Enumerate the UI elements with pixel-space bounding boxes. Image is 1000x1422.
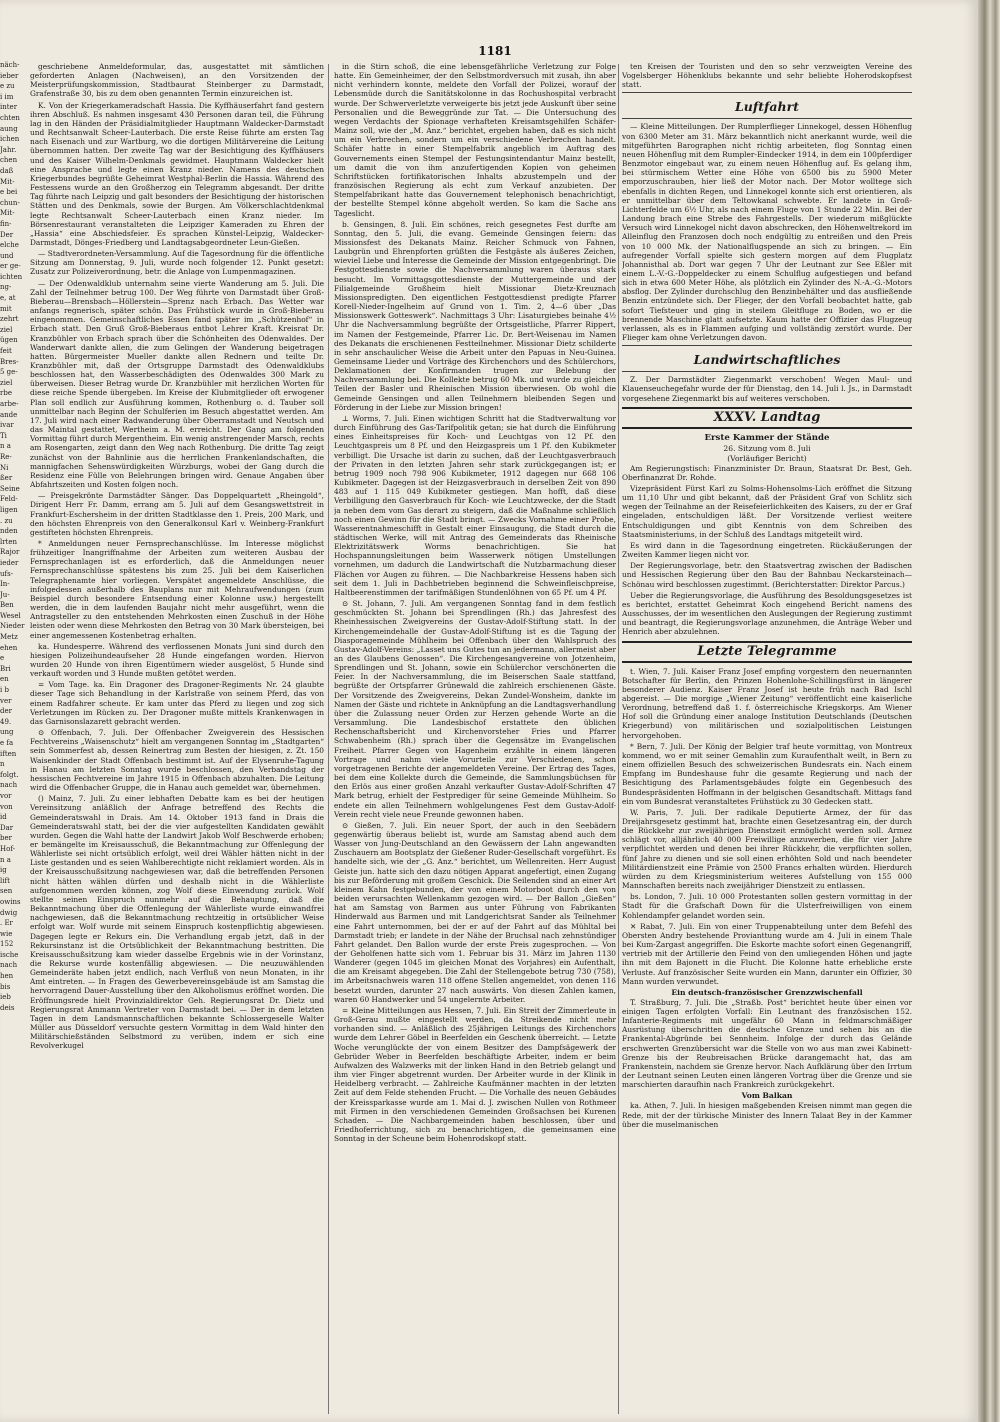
gutter-line: ziel	[0, 378, 13, 387]
article-paragraph: ka. Hundesperre. Während des verflossenen Monats Juni sind durch den hiesigen Polizeihundeaufseher 28 Hunde eingefangen worden. Hiervon wurden 20 Hunde von ihren Eigentümern wieder ausgelöst, 5 Hunde sind verkauft worden und 3 Hunde mußten getötet werden.	[30, 641, 324, 679]
gutter-line: lrten	[0, 537, 18, 546]
article-paragraph: bs. London, 7. Juli. 10 000 Protestanten sollen gestern vormittag in der Stadt für die Grafschaft Down für die Ulsterfreiwilligen von einem Kohlendampfer gelandet worden sein.	[622, 892, 912, 920]
gutter-line: aung	[0, 124, 18, 133]
article-paragraph: Der Regierungsvorlage, betr. den Staatsvertrag zwischen der Badischen und Hessischen Regierung über den Bau der Bahnbau Neckarsteinach—Schönau wird beschlossen zugestimmt. (Berichterstatter: Direktor Parcus.)	[622, 561, 912, 589]
gutter-line: arbe-	[0, 400, 19, 408]
article-paragraph: * Anmeldungen neuer Fernsprechanschlüsse. Im Interesse möglichst frühzeitiger Inangriffnahme der Arbeiten zum weiteren Ausbau der Fernsprechanlagen ist es erforderlich, daß die Anmeldungen neuer Fernsprechanschlüsse spätestens bis zum 25. Juli bei dem Kaiserlichen Telegraphenamte hier vorliegen. Verspätet angemeldete Anschlüsse, die infolgedessen außerhalb des Bauplans nur mit Mehraufwendungen (zum Beispiel durch besondere Entsendung einer Kolonne usw.) hergestellt werden, die in dem laufenden Baujahr nicht mehr ausgeführt, wenn die Antragsteller zu den entstehenden Mehrkosten einen Zuschuß in der Höhe leisten oder wenn diese Mehrkosten den Betrag von 30 Mark übersteigen, bei einer angemessenen Kostenbetrag erhalten.	[30, 538, 324, 640]
article-paragraph: Ueber die Regierungsvorlage, die Ausführung des Besoldungsgesetzes ist es berichtet, erstattet Geheimrat Koch eingehend Bericht namens des Ausschusses, der im wesentlichen den Auslegungen der Regierung zustimmt und beantragt, die Regierungsvorlage anzunehmen, die Anträge Weber und Henrich aber abzulehnen.	[622, 590, 912, 637]
article-paragraph: geschriebene Anmeldeformular, das, ausgestattet mit sämtlichen geforderten Anlagen (Nachweisen), an den Vorsitzenden der Meisterprüfungskommission, Stadtbaurat Steinberger zu Darmstadt, Grafenstraße 30, bis zu dem oben genannten Termin einzureichen ist.	[30, 62, 324, 99]
gutter-line: ng-	[0, 283, 12, 292]
grenz-title: Ein deutsch-französischer Grenzzwischenfall	[671, 987, 863, 997]
gutter-line: Bri	[0, 664, 11, 673]
gutter-line: lift	[0, 876, 10, 885]
column-divider	[328, 64, 329, 1414]
gutter-line: Rajor	[0, 548, 20, 557]
section-title-telegramme: Letzte Telegramme	[622, 641, 912, 663]
gutter-line: . zu	[0, 516, 13, 525]
gutter-line: ligen	[0, 505, 18, 514]
article-paragraph: Z. Der Darmstädter Ziegenmarkt verschoben! Wegen Maul- und Klauenseuchegefahr wurde der für Dienstag, den 14. Juli l. Js., in Darmstadt vorgesehene Ziegenmarkt bis auf weiteres verschoben.	[622, 375, 912, 403]
gutter-line: Bres-	[0, 357, 19, 366]
article-paragraph: Am Regierungstisch: Finanzminister Dr. Braun, Staatsrat Dr. Best, Geh. Oberfinanzrat Dr. Rohde.	[622, 463, 912, 482]
article-paragraph: — Der Odenwaldklub unternahm seine vierte Wanderung am 5. Juli. Die Zahl der Teilnehmer betrug 100. Der Weg führte von Darmstadt über Groß-Bieberau—Brensbach—Höllerstein—Sprenz nach Erbach. Das Wetter war anfangs regnerisch, später schön. Das Frühstück wurde in Groß-Bieberau eingenommen. Gemeinschaftliches Essen fand später im „Schützenhof“ in Erbach statt. Den Gruß Groß-Bieberaus entbot Lehrer Kraft. Kreisrat Dr. Kranzbühler von Erbach sprach über die Schönheiten des Odenwaldes. Der Wanderwart dankte allen, die zum Gelingen der Wanderung beigetragen hatten. Bürgermeister Mueller dankte allen Rednern und teilte Dr. Kranzbühler mit, daß der Ortsgruppe Darmstadt des Odenwaldklubs beschlossen hat, den Wasserbeschädigten des Odenwaldes 300 Mark zu überweisen. Dieser Betrag wurde Dr. Kranzbühler mit herzlichen Worten für diese reiche Spende übergeben. Im Kreise der Klubmitglieder oft erwogener Plan soll endlich zur Ausführung kommen, Rothenburg o. d. Tauber soll unmittelbar nach Beginn der Schulferien im Besuch abgestattet werden. Am 17. Juli wird nach einer Radwanderung über Oberramstadt und Neutsch und das Maintal gestattet, Wertheim a. M. erreicht. Der Gang am folgenden Vormittag führt durch Mergentheim. Ein wenig anstrengender Marsch, rechts am Rosengarten, zeigt dann den Weg nach Rothenburg. Die dritte Tag zeigt zunächst von der Bahnlinie aus die herrlichen Frankenlandschaften, die mannigfachen Sehenswürdigkeiten Würzburgs, wobei der Gang durch die Residenz eine Fülle von Belehrungen bringen wird. Genaue Angaben über Abfahrtszeiten und Kosten folgen noch.	[30, 278, 324, 490]
article-paragraph: * Bern, 7. Juli. Der König der Belgier traf heute vormittag, von Montreux kommend, wo er mit seiner Gemahlin zum Kuraufenthalt weilt, in Bern zu einem offiziellen Besuch des schweizerischen Bundesrats ein. Nach einem Empfang im Bundeshause fuhr die gesamte Regierung und nach der Besichtigung des Parlamentsgebäudes folgte ein Gegenbesuch des Bundespräsidenten Hoffmann in der belgischen Gesandtschaft. Mittags fand ein vom Bundesrat veranstaltetes Frühstück zu 30 Gedecken statt.	[622, 741, 912, 806]
column-divider	[618, 64, 619, 1414]
article-paragraph: Es wird dann in die Tagesordnung eingetreten. Rückäußerungen der Zweiten Kammer liegen nicht vor.	[622, 540, 912, 560]
gutter-line: ichten	[0, 272, 23, 281]
gutter-line: daß	[0, 166, 14, 175]
gutter-line: Mit-	[0, 177, 15, 186]
gutter-line: iften	[0, 749, 17, 758]
gutter-line: nach	[0, 961, 18, 970]
gutter-line: dwig	[0, 908, 18, 917]
gutter-line: hen	[0, 972, 14, 981]
article-paragraph: — Kleine Mitteilungen. Der Rumplerflieger Linnekogel, dessen Höhenflug von 6300 Meter am 31. März bekanntlich nicht anerkannt wurde, weil die mitgeführten Barographen nicht richtig arbeiteten, flog Sonntag einen neuen Höhenflug mit dem Rumpler-Eindecker 1914, in dem ein 100pferdiger Benzmotor eingebaut war, zu einem neuen Höhenflug auf. Es gelang ihm, bei stürmischem Wetter eine Höhe von 6500 bis zu 5900 Meter emporzuschrauben, hier ließ der Motor nach. Der Motor wolltege sich ebenfalls in dichten Regen, und Linnekogel konnte sich erst orientieren, als er unmittelbar über dem Teltowkanal schwebte. Er landete in Groß-Lichterfelde um 6½ Uhr, als nach einem Fluge von 1 Stunde 22 Min. Bei der Landung brach eine Strebe des Fahrgestells. Der wiederum mißglückte Versuch wird Linnekogel nicht davon abschrecken, den Höhenweltrekord im Alleinflug den Franzosen doch noch endgültig zu entreißen und den Preis von 10 000 Mk. der Nationalflugspende an sich zu bringen. — Ein aufregender Vorfall spielte sich gestern morgen auf dem Flugplatz Johannisthal ab. Dort war gegen 7 Uhr der Leutnant zur See Eßler mit einem L.-V.-G.-Doppeldecker zu einem Schulflug aufgestiegen und befand sich in etwa 600 Meter Höhe, als plötzlich ein Zylinder des N.-A.-G.-Motors absflog. Der Zylinder durchschlug den Benzinbehälter und das ausfließende Benzin entzündete sich. Der Flieger, der den Vorfall beobachtet hatte, gab sofort Tiefsteuer und ging in steilem Gleitfluge zu Boden, wo er die brennende Maschine glatt aufsetzte. Kaum hatte der Offizier das Flugzeug verlassen, als es in Flammen aufging und vollständig zerstört wurde. Der Flieger kam ohne Verletzungen davon.	[622, 122, 912, 343]
section-rule	[622, 345, 912, 346]
gutter-line: ande	[0, 410, 18, 419]
section-title-landtag: XXXV. Landtag	[622, 407, 912, 429]
gutter-line: id	[0, 813, 7, 822]
gutter-line: Mit-	[0, 209, 15, 218]
article-paragraph: ⊙ Offenbach, 7. Juli. Der Offenbacher Zweigverein des Hessischen Fechtvereins „Waisenschutz“ hielt am vergangenen Sonntag im „Stadtgarten“ sein Sommerfest ab, dessen Reinertrag zum Besten der hiesigen, z. Zt. 150 Waisenkinder der Stadt Offenbach bestimmt ist. Auf der Elysenruhe-Tagung in Hanau am letzten Sonntag wurde beschlossen, den Verbandstag der hessischen Fechtvereine im Jahre 1915 in Offenbach abzuhalten. Die Leitung wird die Offenbacher Gruppe, die in Hanau auch gemeldet war, übernehmen.	[30, 728, 324, 793]
gutter-line: Hof-	[0, 844, 16, 853]
gutter-line: 49.	[0, 717, 12, 726]
gutter-line: inter	[0, 103, 18, 112]
gutter-line: Jahr.	[0, 145, 17, 154]
gutter-line: Metz	[0, 633, 18, 642]
gutter-line: Feld-	[0, 495, 18, 504]
section-title-landwirtschaft: Landwirtschaftliches	[693, 352, 841, 368]
gutter-line: 5 ge-	[0, 368, 18, 377]
gutter-line: ivar	[0, 421, 14, 430]
gutter-line: e fa	[0, 739, 14, 747]
article-paragraph: ten Kreisen der Touristen und den so sehr verzweigten Vereine des Vogelsberger Höhenklubs bekannte und sehr beliebte Hoherodskopfsest statt.	[622, 62, 912, 90]
gutter-line: . Er	[0, 919, 13, 928]
article-paragraph: t. Wien, 7. Juli. Kaiser Franz Josef empfing vorgestern den neuernannten Botschafter für Berlin, den Prinzen Hohenlohe-Schillingsfürst in längerer besonderer Audienz. Kaiser Franz Josef ist heute früh nach Bad Ischl abgereist. — Die morgige „Wiener Zeitung“ veröffentlicht eine kaiserliche Verordnung, betreffend daß 1. f. österreichische Kriegskorps. Am Wiener Hof soll die Gründung einer analoge Institution Deutschlands (Deutschen Kriegerbund) von militärischen und sozialpolitischen Leistungen hervorgehoben.	[622, 666, 912, 740]
gutter-line: i b	[0, 686, 9, 695]
gutter-line: von	[0, 802, 13, 811]
column-2	[334, 62, 616, 1418]
gutter-line: n a	[0, 442, 11, 451]
landtag-session: 26. Sitzung vom 8. Juli	[723, 443, 811, 453]
gutter-line: ieder	[0, 558, 19, 567]
gutter-line: e, at	[0, 294, 16, 303]
gutter-line: chen	[0, 156, 18, 165]
gutter-line: e zu	[0, 82, 15, 91]
article-paragraph: ⊥ Worms, 7. Juli. Einen wichtigen Schritt hat die Stadtverwaltung vor durch Einführung des Gas-Tarifpolitik getan; sie hat durch die Einführung eines Einheitspreises für Koch- und Leuchtgas von 12 Pf. den Leuchtgaspreis um 8 Pf. und den Heizgaspreis um 1 Pf. den Kubikmeter verbilligt. Die Ursache ist darin zu suchen, daß der Leuchtgasverbrauch der Privaten in den letzten Jahren sehr stark zurückgegangen ist; er betrug 1909 noch 798 906 Kubikmeter, 1912 dagegen nur 668 106 Kubikmeter. Dagegen ist der Heizgasverbrauch in derselben Zeit von 890 483 auf 1 115 049 Kubikmeter gestiegen. Man hofft, daß diese Verbilligung den Gasverbrauch für Koch- wie Leuchtzwecke, der die Stadt ja neben dem vom Gas derart zu steigern, daß die Maßnahme schließlich noch einen Gewinn für die Stadt bringt. — Zwecks Vornahme einer Probe, Wasserentnahmeschifft in Gestalt einer Einsaugung, die Stadt durch die städtischen Werke, will mit Antrag des Gemeinderats das Rheinische Elektrizitätswerk Worms benachrichtigen. Sie hat Hochspannungsleitungen beim Wasserwerk nötigen Umstellungen vornehmen, um dadurch die Landwirtschaft die Nutzbarmachung dieser Flächen vor Augen zu führen. — Die Nachbarkreise Hessens haben sich seit dem 1. Juli in Dachbetrieben beginnend die Schweinfleischpreise, Haltbeerenstimmen der tarifmäßigen Stundenlöhnen von 65 Pf. um 4 Pf.	[334, 413, 616, 597]
article-paragraph: ⊙ Gießen, 7. Juli. Ein neuer Sport, der auch in den Seebädern gegenwärtig überaus beliebt ist, wurde am Samstag abend auch dem Wasser von Jung-Deutschland an den Gewässern der Lahn angewandten Zuschauern am Bootsplatz der Gießener Ruder-Gesellschaft vorgeführt. Es handelte sich, wie der „G. Anz.“ berichtet, um Wellenreiten. Herr August Geiste jun. hatte sich den dazu nötigen Apparat angefertigt, einen Zugang bis zur Beförderung mit großem Geschick. Die Seilenden sind an einer Art kleinem Kahn festgebunden, der von einem Motorboot durch den von beiden verursachten Wellenkamm gezogen wird. — Der Ballon „Gießen“ hat am Samstag von Barmen aus unter Führung von Fabrikanten Hinderwald aus Barmen und mit Landgerichtsrat Sander als Teilnehmer eine Fahrt unternommen, bei der er auf der Fahrt auf das Mühltal bei Darmstadt trieb; er landete in der Nähe der Bruchsal nach zehnstündiger Fahrt gelandet. Den Ballon wurde der erste Preis zugesprochen. — Von der Geholfenen hatte sich vom 1. Februar bis 31. März im Jahren 1130 Wanderer (gegen 1045 im gleichen Monat des Vorjahres) ein Aufenthalt, die am Kreisamt abgegeben. Die Zahl der Stellengebote betrug 730 (758), im Arbeitsnachweis waren 118 offene Stellen angemeldet, von denen 116 besetzt wurden, darunter 27 nach auswärts. Von diesen Zahlen kamen, waren 60 Handwerker und 54 ungelernte Arbeiter.	[334, 820, 616, 1004]
gutter-line: ieb	[0, 993, 11, 1002]
gutter-line: näch-	[0, 61, 20, 69]
gutter-line: wie	[0, 929, 13, 938]
gutter-line: n	[0, 760, 5, 769]
article-paragraph: W. Paris, 7. Juli. Der radikale Deputierte Armez, der für das Dreijahrsgesetz gestimmt hat, brachte einen Gesetzesantrag ein, der durch die Rückkehr zur zweijährigen Dienstzeit ermöglicht werden soll. Armez schlägt vor, alljährlich 40 000 Freiwillige anzuwerben, die für vier Jahre verpflichtet werden und denen bei ihrer Rückkehr, die verpflichten sollen, fünf Jahre zu dienen und sie soll einen erhöhten Sold und nach beendeter Militärdienstzeit eine Prämie von 2500 Francs erhalten würden. Hierdurch würden zu dem Kriegsministerium weiteres Aufstellung von 155 000 Mannschaften bereits nach zweijähriger Dienstzeit zu entlassen.	[622, 807, 912, 891]
gutter-line: und	[0, 251, 14, 260]
gutter-line: sen	[0, 887, 13, 896]
gutter-line: feit	[0, 347, 12, 356]
gutter-line: Nieder	[0, 622, 25, 631]
gutter-line: ber	[0, 834, 12, 843]
gutter-line: rbe	[0, 389, 12, 398]
gutter-line: Wesel	[0, 611, 21, 620]
article-paragraph: T. Straßburg, 7. Juli. Die „Straßb. Post“ berichtet heute über einen vor einigen Tagen erfolgten Vorfall: Ein Leutnant des französischen 152. Infanterie-Regiments mit ungefähr 60 Mann in feldmarschmäßiger Ausrüstung überschritten die deutsche Grenze und sehen bis an die Frankental-Abgründe bei Sennheim. Infolge der durch das Gelände erschwerten Grenzübersicht war die Stelle von wo aus man zwei Kabinett-Grenze bis der Reubreisachen Brücke darangemacht hat, das am Frankenstein, nachdem sie Grenze hervor. Nach Aufklärung über den Irrtum der Leutnant seinen Leuten einen längeren Vortrag über die Grenze und sie marschierten daraufhin nach Frankreich zurückgekehrt.	[622, 997, 912, 1090]
previous-page-gutter	[0, 60, 26, 1420]
gutter-line: nach	[0, 781, 18, 790]
gutter-line: Der	[0, 230, 14, 239]
gutter-line: ieber	[0, 71, 19, 80]
gutter-line: Ni	[0, 463, 9, 472]
gutter-line: chun-	[0, 198, 20, 207]
gutter-line: ung	[0, 728, 14, 737]
article-paragraph: — Stadtverordneten-Versammlung. Auf die Tagesordnung für die öffentliche Sitzung am Donnerstag, 9. Juli, wurde noch folgender 12. Punkt gesetzt: Zusatz zur Polizeiverordnung, betr. die Anlage von Lumpenmagazinen.	[30, 249, 324, 277]
gutter-line: In-	[0, 580, 10, 589]
gutter-line: Ju-	[0, 590, 10, 599]
gutter-line: 152	[0, 940, 14, 949]
article-paragraph: () Mainz, 7. Juli. Zu einer lebhaften Debatte kam es bei der heutigen Vereinsitzung anläßlich der Anfrage betreffend des Rechts die Gemeinderatswahl in Drais. Am 14. Oktober 1913 fand in Drais die Gemeinderatswahl statt, bei der die vier aufgestellten Kandidaten gewählt wurden. Gegen die Wahl hatte der Landwirt Jakob Wolf Beschwerde erhoben; er bemängelte im Kreisausschuß, die Bekanntmachung zur Offenlegung der Wählerliste sei nicht ortsüblich erfolgt, weil drei Wähler hätten nicht in der Liste gestanden und es seien Wahlberechtigte nicht reklamiert worden. Als in der Kreisausschußsitzung nachgewiesen war, daß die betreffenden Personen nicht hätten wählen dürfen und deshalb nicht in die Wählerliste aufgenommen werden können, zog Wolf diese Einwendung zurück. Wolf stellte seinen Einspruch nunmehr auf die Behauptung, daß die Bekanntmachung über die Offenlegung der Wählerliste wurde einwandfrei nachgewiesen, daß die Bekanntmachung rechtzeitig in ortsüblicher Weise erfolgt war. Wolf wurde mit seinem Einspruch kostenpflichtig abgewiesen. Dagegen legte er Rekurs ein. Die Verhandlung ergab jetzt, daß in der Rekursinstanz ist die Ortsüblichkeit der Bekanntmachung bestritten. Die Kreisausschußsitzung kam wieder dasselbe Ergebnis wie in der Vorinstanz, die Rekurse wurde kostenfällig abgewiesen. — Die neuzuwählenden Gemeinderäte haben jetzt endlich, nach Verfluß von neun Monaten, in ihr Amt eintreten. — In Fragen des Gewerbevereinsgebäude ist am Samstag die hervorragend Dauer-Ausstellung über den Alkoholismus eröffnet worden. Die Eröffnungsrede hielt Provinzialdirektor Geh. Regierungsrat Dr. Dietz und Regierungsrat Ammann Vertreter von Darmstadt bei. — Der in dem letzten Tagen in dem Landsmannschaftlichen bekannte Schlossergeselle Walter Müller aus Düsseldorf versuchte gestern Vormittag in dem Wald hinter den Militärschießständen Selbstmord zu verüben, indem er sich eine Revolverkugel	[30, 794, 324, 1051]
article-paragraph: in die Stirn schoß, die eine lebensgefährliche Verletzung zur Folge hatte. Ein Gemeinheimer, der den Selbstmordversuch mit zusah, ihn aber nicht verhindern konnte, meldete den Vorfall der Polizei, worauf der Lebensmüde durch die Sanitätskolonne in das Rochushospital verbracht wurde. Der Schwerverletzte verweigerte bis jetzt jede Auskunft über seine Personalien und die Beweggründe zur Tat. — Die Untersuchung des wegen Verdachts der Spionage verhafteten Kreisamtsgehilfen Schäfer-Mainz soll, wie der „M. Anz.“ berichtet, ergeben haben, daß es sich nicht um ein Verbrechen, sondern um ein verschiedene Verbrechen handelt. Schäfer hatte in einer Stempelfabrik angeblich im Auftrag des Gouvernements einen Stempel der Festungsintendantur Mainz bestellt, um damit die von ihm anzufertigenden Kopien von geheimen Schriftstücken fortifikatorischen Inhalts abzustempeln und der französischen Regierung als echt zum Verkauf anzubieten. Der Stempelfabrikant hatte das Gouvernement telephonisch benachrichtigt, der bestellte Stempel könne abgeholt werden. So kam die Sache ans Tageslicht.	[334, 62, 616, 218]
article-paragraph: Vizepräsident Fürst Karl zu Solms-Hohensolms-Lich eröffnet die Sitzung um 11,10 Uhr und gibt bekannt, daß der Präsident Graf von Schlitz sich wegen der Teilnahme an der Reisefeierlichkeiten des Kaisers, zu der er Graf eingeladen, entschuldigen läßt. Der Vorsitzende verliest weitere Entschuldigungen und gibt Kenntnis von dem Schreiben des Staatsministeriums, in der Schluß des Landtags mitgeteilt wird.	[622, 484, 912, 539]
gutter-line: e	[0, 654, 5, 663]
gutter-line: chten	[0, 113, 20, 122]
gutter-line: ichen	[0, 135, 20, 144]
gutter-line: ehen	[0, 643, 18, 652]
gutter-line: deis	[0, 1003, 15, 1012]
gutter-line: ver	[0, 696, 12, 705]
gutter-line: ßer	[0, 474, 13, 483]
gutter-line: Seine	[0, 484, 20, 493]
balkan-title: Vom Balkan	[741, 1091, 793, 1101]
gutter-line: i im	[0, 92, 14, 101]
gutter-line: nden	[0, 527, 18, 536]
article-paragraph: ⊙ St. Johann, 7. Juli. Am vergangenen Sonntag fand in dem festlich geschmückten St. Johann bei Sprendlingen (Rh.) das Jahresfest des Rheinhessischen Zweigvereins der Gustav-Adolf-Stiftung statt. In der Kirchengemeindehalle der Gustav-Adolf-Stiftung ist es die Tagung der Diasporagemeinde Mühlheim bei Offenbach über den Wahlspruch des Gustav-Adolf-Vereins: „Lasset uns Gutes tun an jedermann, allermeist aber an des Glaubens Genossen“. Die Kirchengesangvereine von Jotzenheim, Sprendlingen und St. Johann, sowie ein Schülerchor verschönerten die Feier. In der Nachversammlung, die im Beiserschen Saale stattfand, begrüßte der Ortspfarrer Grünewald die zahlreich erschienenen Gäste. Der Vorsitzende des Zweigvereins, Dekan Zundel-Wonsheim, dankte im Namen der Gäste und richtete in Anknüpfung an die Landtagsverhandlung über die Zulassung neuer Orden zur Herzen gehende Worte an die Versammlung. Die Landesbischof erstattete den üblichen Rechenschaftsbericht und Kirchenvorsteher Fries und Pfarrer Schwabenheim (Rh.) sprach über die Gegensätze im Evangelischen Freiheit. Pfarrer Gegen von Hagenheim erzählte in einem längeren Vortrage und nahm viele Vorurteile zur Verschiedenen, schon vorgetragenen Berichte der angemeldeten Vereine. Der Ertrag des Tages, bei dem eine Kollekte durch die Gemeinde, die Sammlungsbüchsen für den Erlös aus einer großen Anzahl verkaufter Gustav-Adolf-Schriften 47 Mark betrug, erhielt der Festprediger für seine Gemeinde Mühlheim. So endete ein allen Teilnehmern wohlgelungenes Fest dem Gustav-Adolf-Verein recht viele neue Freunde gewonnen haben.	[334, 599, 616, 819]
gutter-line: e bei	[0, 188, 18, 197]
gutter-line: n a	[0, 855, 11, 864]
gutter-line: ische	[0, 950, 19, 959]
section-rule	[622, 118, 912, 119]
section-rule	[622, 371, 912, 372]
column-1	[30, 62, 324, 1418]
gutter-line: Ben	[0, 601, 14, 610]
gutter-line: fin-	[0, 219, 12, 228]
page-number: 1181	[478, 44, 512, 58]
article-paragraph: ✕ Rabat, 7. Juli. Ein von einer Truppenabteilung unter dem Befehl des Obersten Andry bestehende Provianttung wurde am 4. Juli in einem Thale bei Kum-Zargast angegriffen. Die Eskorte machte sofort einen Gegenangriff, vertrieb mit der Artillerie den Feind von den umliegenden Höhen und jagte ihn mit dem Bajonett in die Flucht. Die Kolonne hatte erhebliche erste Verluste. Auf französischer Seite wurden ein Mann, darunter ein Offizier, 30 Mann wurden verwundet.	[622, 921, 912, 986]
article-paragraph: K. Von der Kriegerkameradschaft Hassia. Die Kyffhäuserfahrt fand gestern ihren Abschluß. Es nahmen insgesamt 430 Personen daran teil, die Führung lag in den Händen der Präsidialmitglieder Hauptmann Waldecker-Darmstadt und Rechtsanwalt Scheer-Lauterbach. Die erste Reise führte am ersten Tag nach Eisenach und zur Wartburg, wo die dortigen Militärvereine die Leitung übernommen hatten. Der zweite Tag war der Besichtigung des Kyffhäusers und des Kaiser Wilhelm-Denkmals gewidmet. Hauptmann Waldecker hielt eine Ansprache und legte einen Kranz nieder. Namens des deutschen Kriegerbundes begrüßte Geheimrat Westphal-Berlin die Hassia. Während des Festessens wurde an den Großherzog ein Telegramm abgesandt. Der dritte Tag führte nach Leipzig und galt besonders der Besichtigung der historischen Stätten und des Denkmals, sowie der Burgen. Am Völkerschlachtdenkmal legte Rechtsanwalt Scheer-Lauterbach einen Kranz nieder. Im Börsenrestaurant veranstalteten die Leipziger Kameraden zu Ehren der „Hassia“ eine Abschiedsfeier. Es sprachen Künstel-Leipzig, Waldecker-Darmstadt, Dönges-Friedberg und Landtagsabgeordneter Leun-Gießen.	[30, 100, 324, 247]
column-3	[622, 62, 912, 1418]
article-paragraph: ka. Athen, 7. Juli. In hiesigen maßgebenden Kreisen nimmt man gegen die Rede, mit der der türkische Minister des Innern Talaat Bey in der Kammer über die muselmanischen	[622, 1101, 912, 1129]
landtag-note: (Vorläufiger Bericht)	[727, 453, 807, 463]
landtag-subtitle: Erste Kammer der Stände	[704, 432, 830, 443]
gutter-line: ufs-	[0, 569, 14, 578]
gutter-line: er ge-	[0, 262, 21, 271]
gutter-line: Dar	[0, 823, 14, 832]
article-paragraph: = Kleine Mitteilungen aus Hessen, 7. Juli. Ein Streit der Zimmerleute in Groß-Gerau mußte eingestellt werden, da Streikende nicht mehr vorhanden sind. — Anläßlich des 25jährigen Leitungs des Kirchenchors wurde dem Lehrer Göbel in Beerfelden ein Geschenk überreicht. — Letzte Woche verunglückte der von einem Besitzer des Dampfsägewerk der Gebrüder Weber in Beerfelden beschäftigte Arbeiter, indem er beim Aufwalzen des Walzwerks mit der linken Hand in den Betrieb gelangt und ihm vier Finger abgetrennt wurden. Der Arbeiter wurde in der Klinik in Heidelberg verbracht. — Zahlreiche Kaufmänner machten in der letzten Zeit auf dem Felde stehenden Frucht. — Die Vorhalle des neuen Gebäudes der Kreissparkasse wurde am 1. Mai d. J. zwischen Nullen von Rothmeer mit Firmen in den verschiedenen Gemeinden Großsachsen bei Kurenen Schaden. — Die Nachbargemeinden haben beschlossen, über und Friedhoferrichtung, sich zu benachrichtigen, die gemeinsamen eine Sonntag in der Scheune beim Hohenrodskopf statt.	[334, 1005, 616, 1144]
gutter-line: folgt.	[0, 770, 19, 779]
article-paragraph: b. Gensingen, 8. Juli. Ein schönes, reich gesegnetes Fest durfte am Sonntag, den 5. Juli, die evang. Gemeinde Gensingen feiern: das Missionsfest des Dekanats Mainz. Reicher Schmuck von Fahnen, Laubgrün und Ehrenpforten grüßten die Festgäste als äußeres Zeichen, wieviel Liebe und Interesse die Gemeinde der Mission entgegenbringt. Die Festgottesdienste sowie die Nachversammlung waren überaus stark besucht. Im Vormittagsgottesdienste der Muttergemeinde und der Filialgemeinde Großheim hielt Missionar Dietz-Kreuznach Missionspredigten. Den eigentlichen Festgottesdienst predigte Pfarrer Korell-Nieder-Ingelheim auf Grund von 1. Tim. 2, 4—6 über „Das Missionswerk Gotteswerk“. Nachmittags 3 Uhr: Lisaturgiebes beinahe 4½ Uhr die Nachversammlung begrüßte der Ortsgeistliche, Pfarrer Rippert, im Namen der Festgemeinde, Pfarrer Lic. Dr. Bert-Weisenau im Namen des Dekanats die erschienenen Festteilnehmer. Missionar Dietz schilderte in sehr anschaulicher Weise die Arbeit unter den Papuas in Neu-Guinea. Gemeinsame Lieder und Vorträge des Kirchenchors und des Schülerchors, Deklamationen der Konfirmanden trugen zur Belebung der Nachversammlung bei. Die Kollekte betrug 60 Mk. und wurde zu gleichen Teilen der Basler und Rheinischen Mission überwiesen. Ob wohl die Gemeinde Gensingen und allen Teilnehmern bleibenden Segen und Förderung in der Liebe zur Mission bringen!	[334, 219, 616, 412]
article-paragraph: = Vom Tage. ka. Ein Dragoner des Dragoner-Regiments Nr. 24 glaubte dieser Tage sich Behandlung in der Karlstraße von seinem Pferd, das von einem Radfahrer scheute. Er kam unter das Pferd zu liegen und zog sich Verletzungen im Rücken zu. Der Dragoner mußte mittels Krankenwagen in das Garnisonslazarett gebracht werden.	[30, 680, 324, 726]
section-title-luftfahrt: Luftfahrt	[735, 99, 799, 115]
gutter-line: mit	[0, 304, 12, 313]
gutter-line: Ti	[0, 431, 7, 440]
gutter-line: ziel	[0, 325, 13, 334]
gutter-line: owins	[0, 897, 21, 906]
gutter-line: elche	[0, 241, 19, 250]
gutter-line: Re-	[0, 452, 12, 461]
gutter-line: der	[0, 707, 12, 716]
gutter-line: ügen	[0, 336, 18, 345]
gutter-line: zehrt	[0, 315, 19, 324]
section-rule	[622, 92, 912, 93]
gutter-line: bis	[0, 982, 11, 991]
gutter-line: en	[0, 675, 9, 684]
article-paragraph: — Preisgekrönte Darmstädter Sänger. Das Doppelquartett „Rheingold“, Dirigent Herr Fr. Damm, errang am 5. Juli auf dem Gesangswettstreit in Frankfurt-Eschersheim in der dritten Stadtklasse den 1. Preis, 200 Mark, und den höchsten Ehrenpreis von den Generalkonsul Karl v. Weinberg-Frankfurt gestifteten höchsten Ehrenpreis.	[30, 491, 324, 537]
gutter-line: ig	[0, 866, 7, 875]
book-binding	[978, 0, 1000, 1422]
gutter-line: vor	[0, 791, 12, 800]
